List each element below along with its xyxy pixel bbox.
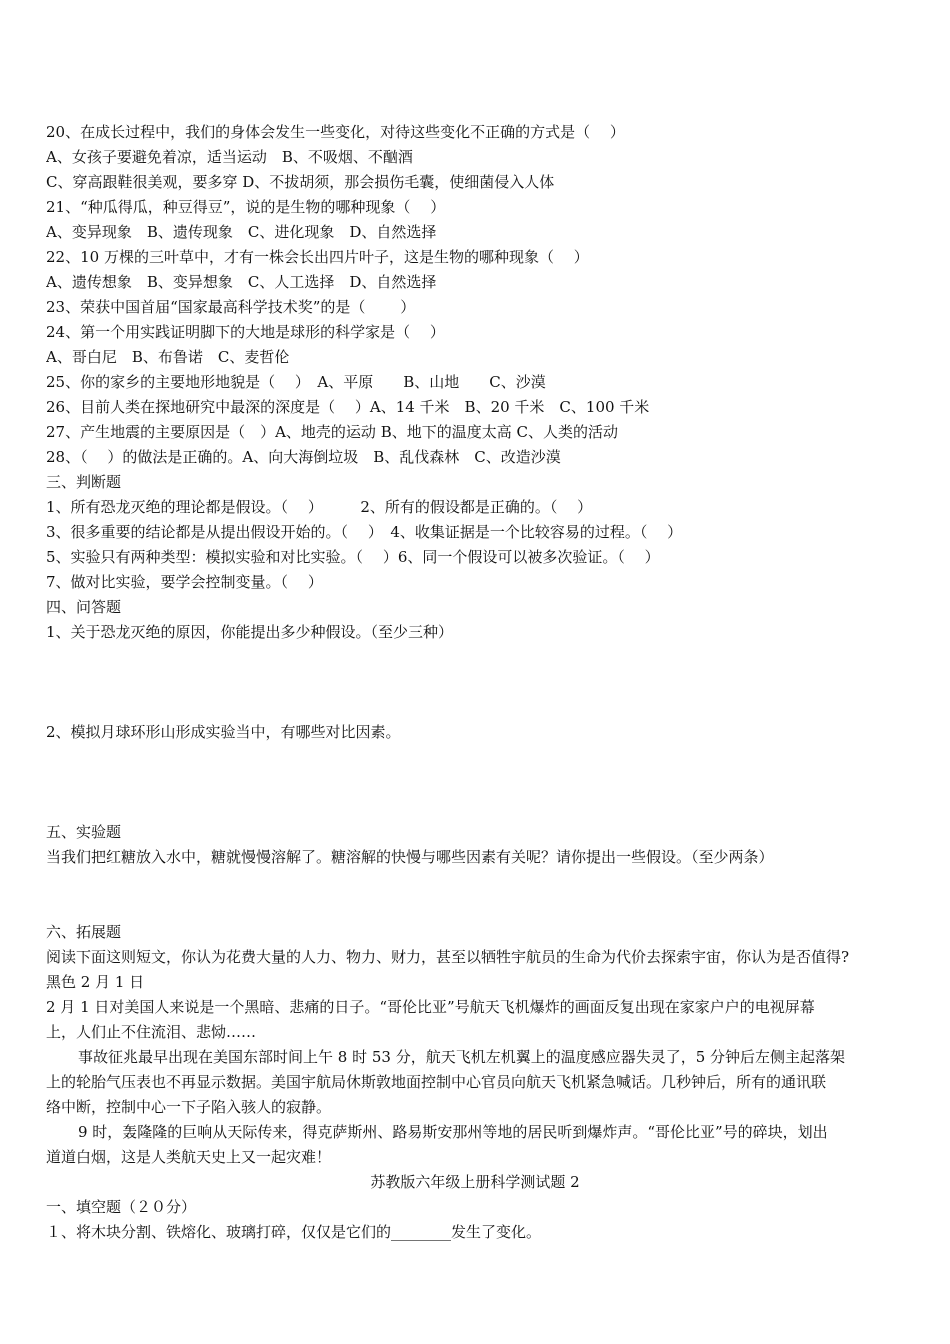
passage-paragraph-1-line-1: 2 月 1 日对美国人来说是一个黑暗、悲痛的日子。“哥伦比亚”号航天飞机爆炸的画面反复出现在家家户户的电视屏幕: [46, 998, 815, 1016]
question-26: 26、目前人类在探地研究中最深的深度是（ ）A、14 千米 B、20 千米 C、100 千米: [46, 398, 650, 416]
short-answer-1: 1、关于恐龙灭绝的原因，你能提出多少种假设。（至少三种）: [46, 623, 454, 641]
question-20: 20、在成长过程中，我们的身体会发生一些变化，对待这些变化不正确的方式是（ ）: [46, 123, 625, 141]
passage-paragraph-3-line-2: 道道白烟，这是人类航天史上又一起灾难！: [46, 1148, 332, 1166]
question-23: 23、荣获中国首届“国家最高科学技术奖”的是（ ）: [46, 298, 416, 316]
true-false-line-2: 3、很多重要的结论都是从提出假设开始的。（ ） 4、收集证据是一个比较容易的过程。（ ）: [46, 523, 683, 541]
test-2-section-1-heading: 一、填空题（２０分）: [46, 1198, 197, 1216]
true-false-line-3: 5、实验只有两种类型：模拟实验和对比实验。（ ）6、同一个假设可以被多次验证。（ ）: [46, 548, 660, 566]
question-27: 27、产生地震的主要原因是（ ）A、地壳的运动 B、地下的温度太高 C、人类的活动: [46, 423, 618, 441]
extension-prompt: 阅读下面这则短文，你认为花费大量的人力、物力、财力，甚至以牺牲宇航员的生命为代价去探索宇宙，你认为是否值得?: [46, 948, 850, 966]
test-2-fill-blank-1: １、将木块分割、铁熔化、玻璃打碎，仅仅是它们的________发生了变化。: [46, 1223, 542, 1241]
question-28: 28、（ ）的做法是正确的。A、向大海倒垃圾 B、乱伐森林 C、改造沙漠: [46, 448, 561, 466]
passage-paragraph-2-line-2: 上的轮胎气压表也不再显示数据。美国宇航局休斯敦地面控制中心官员向航天飞机紧急喊话。几秒钟后，所有的通讯联: [46, 1073, 827, 1091]
question-20-options-ab: A、女孩子要避免着凉，适当运动 B、不吸烟、不酗酒: [46, 148, 413, 166]
section-5-heading: 五、实验题: [46, 823, 122, 841]
section-3-heading: 三、判断题: [46, 473, 122, 491]
section-4-heading: 四、问答题: [46, 598, 122, 616]
question-20-options-cd: C、穿高跟鞋很美观，要多穿 D、不拔胡须，那会损伤毛囊，使细菌侵入人体: [46, 173, 555, 191]
passage-title: 黑色 2 月 1 日: [46, 973, 145, 991]
section-6-heading: 六、拓展题: [46, 923, 122, 941]
question-21-options: A、变异现象 B、遗传现象 C、进化现象 D、自然选择: [46, 223, 437, 241]
question-22-options: A、遗传想象 B、变异想象 C、人工选择 D、自然选择: [46, 273, 437, 291]
question-22: 22、10 万棵的三叶草中，才有一株会长出四片叶子，这是生物的哪种现象（ ）: [46, 248, 589, 266]
passage-paragraph-3-line-1: 9 时，轰隆隆的巨响从天际传来，得克萨斯州、路易斯安那州等地的居民听到爆炸声。“哥伦比亚”号的碎块，划出: [78, 1123, 828, 1141]
true-false-line-4: 7、做对比实验，要学会控制变量。（ ）: [46, 573, 323, 591]
question-25: 25、你的家乡的主要地形地貌是（ ） A、平原 B、山地 C、沙漠: [46, 373, 546, 391]
question-21: 21、“种瓜得瓜，种豆得豆”，说的是生物的哪种现象（ ）: [46, 198, 446, 216]
test-2-title: 苏教版六年级上册科学测试题 2: [370, 1173, 580, 1191]
experiment-question: 当我们把红糖放入水中，糖就慢慢溶解了。糖溶解的快慢与哪些因素有关呢？请你提出一些假设。（至少两条）: [46, 848, 774, 866]
passage-paragraph-2-line-3: 络中断，控制中心一下子陷入骇人的寂静。: [46, 1098, 332, 1116]
true-false-line-1: 1、所有恐龙灭绝的理论都是假设。（ ） 2、所有的假设都是正确的。（ ）: [46, 498, 593, 516]
short-answer-2: 2、模拟月球环形山形成实验当中，有哪些对比因素。: [46, 723, 401, 741]
question-24-options: A、哥白尼 B、布鲁诺 C、麦哲伦: [46, 348, 290, 366]
question-24: 24、第一个用实践证明脚下的大地是球形的科学家是（ ）: [46, 323, 445, 341]
passage-paragraph-2-line-1: 事故征兆最早出现在美国东部时间上午 8 时 53 分，航天飞机左机翼上的温度感应器失灵了，5 分钟后左侧主起落架: [78, 1048, 846, 1066]
passage-paragraph-1-line-2: 上，人们止不住流泪、悲恸……: [46, 1023, 257, 1041]
